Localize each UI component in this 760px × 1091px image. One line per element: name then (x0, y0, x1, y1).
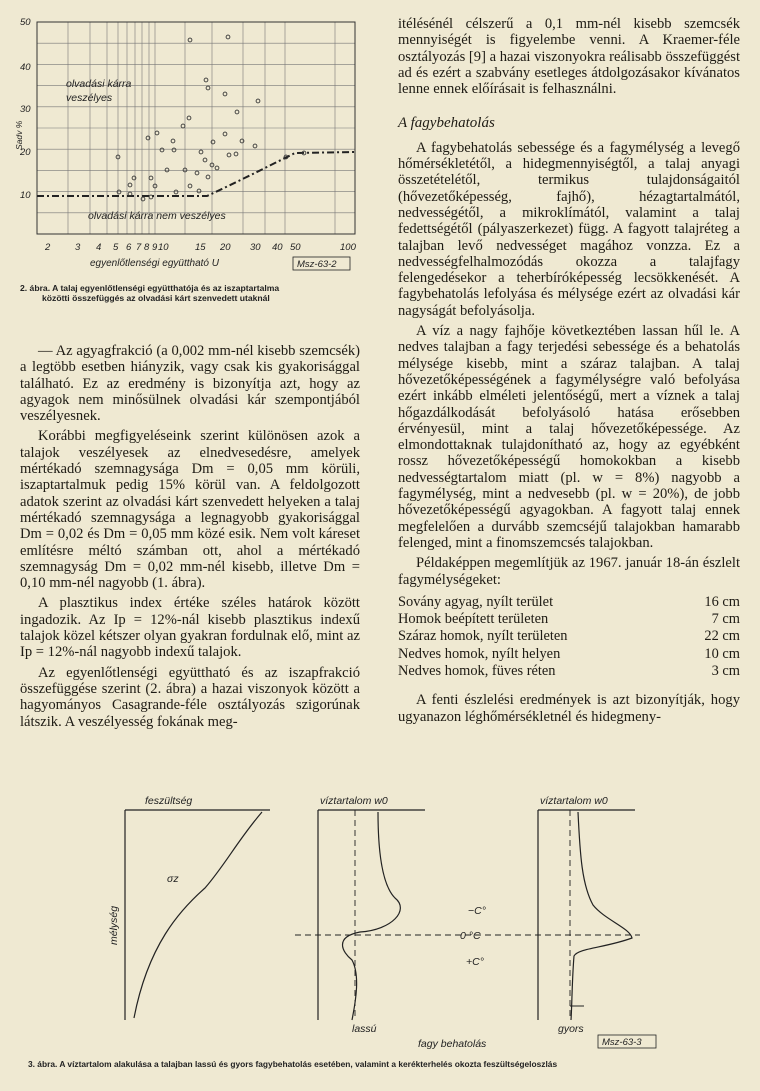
fig1-y-tick: 50 (20, 17, 31, 28)
table-cell-label: Homok beépített területen (398, 611, 549, 628)
fig1-point (226, 35, 230, 39)
fig1-point (117, 190, 121, 194)
fig1-point (171, 139, 175, 143)
fig1-point (197, 189, 201, 193)
paragraph: A plasztikus index értéke széles határok között ingadozik. Az Ip = 12%-nál kisebb plasztikus indexű talajok közel kétszer olyan gyakran fordulnak elő, mint az Ip = 12%-nál nagyobb indexű talajok. (20, 595, 360, 661)
table-row (398, 663, 740, 680)
fig1-point (206, 175, 210, 179)
paragraph: Példaképpen megemlítjük az 1967. január 18-án észlelt fagymélységeket: (398, 555, 740, 588)
fig1-y-tick: 20 (20, 147, 31, 158)
fig3-y-label: mélység (108, 905, 120, 945)
table-cell-value: 7 cm (711, 611, 740, 628)
fig1-region-top: veszélyes (66, 92, 113, 104)
fig1-point (256, 99, 260, 103)
fig3-panel1-title: feszültség (145, 795, 193, 807)
fig1-point (195, 171, 199, 175)
fig1-point (204, 78, 208, 82)
fig1-x-tick: 50 (290, 242, 301, 253)
table-row (398, 594, 740, 611)
fig1-x-tick: 6 (126, 242, 132, 253)
fig1-x-tick: 5 (113, 242, 119, 253)
fig1-point (165, 168, 169, 172)
paragraph: A fagybehatolás sebessége és a fagymélység a levegő hőmérsékletétől, a hidegmennyiségtől, a talaj anyagi összetételétől, termikus tulajdonságaitól (hővezetőképesség, fajhő), hézagtartalmától, nedvességétől, a mikroklímától, valamint a talaj fedettségétől (pályaszerkezet) függ. A fagyott talajréteg a talajban levő nedvességet magához vonzza. Ez a nedvességfelhalmozódás okozza a talajfagy felengedésekor a teherbíróképesség lecsökkenését. A fagybehatolás lefolyása és mélysége ezért az olvadási kár nagyságát befolyásolja. (398, 139, 740, 319)
fig1-point (181, 124, 185, 128)
fig1-point (235, 110, 239, 114)
fig3-panel3-title: víztartalom w0 (540, 795, 608, 807)
fig3-bottom-label: fagy behatolás (418, 1038, 487, 1050)
table-cell-label: Nedves homok, nyílt helyen (398, 645, 561, 662)
fig1-x-tick: 3 (75, 242, 81, 253)
fig1-x-tick: 30 (250, 242, 261, 253)
fig1-y-tick: 30 (20, 104, 31, 115)
table-cell-value: 10 cm (704, 645, 740, 662)
fig3-gyors: gyors (558, 1023, 584, 1035)
table-cell-value: 3 cm (711, 662, 740, 679)
table-cell-label: Sovány agyag, nyílt terület (398, 593, 554, 610)
frost-depth-table (398, 594, 740, 680)
table-cell-value: 16 cm (704, 593, 740, 610)
paragraph: itélésénél célszerű a 0,1 mm-nél kisebb szemcsék mennyiségét is figyelembe venni. A Kraemer-féle osztályozás [9] a hazai viszonyokra reálisabb összefüggést ad és ezért a szabvány esetleges átdolgozásakor kívánatos lenne ennek előírásait is felhasználni. (398, 16, 741, 98)
fig1-point (172, 148, 176, 152)
fig1-point (206, 86, 210, 90)
fig3-tag: Msz-63-3 (602, 1037, 642, 1048)
fig3-panel2-title: víztartalom w0 (320, 795, 388, 807)
paragraph: Az egyenlőtlenségi együttható és az iszapfrakció összefüggése szerint (2. ábra) a hazai viszonyok között a hagyományos Casagrande-féle osztályozás szigorúnak látszik. A veszélyesség fokának meg- (20, 664, 360, 730)
fig1-x-tick: 8 (144, 242, 150, 253)
fig1-x-tick: 7 (136, 242, 142, 253)
fig1-x-tick: 4 (96, 242, 102, 253)
fig1-point (188, 184, 192, 188)
fig1-point (240, 139, 244, 143)
table-row (398, 646, 740, 663)
fig1-x-tick: 2 (45, 242, 51, 253)
fig1-x-tick: 15 (195, 242, 206, 253)
fig1-point (199, 150, 203, 154)
fig3-lassu: lassú (352, 1023, 377, 1035)
fig1-point (146, 136, 150, 140)
fig1-point (141, 197, 145, 201)
fig1-point (215, 166, 219, 170)
fig3-caption: 3. ábra. A víztartalom alakulása a talajban lassú és gyors fagybehatolás esetében, valamint a kerékterhelés okozta feszültségeloszlás (28, 1059, 558, 1069)
fig1-region-top: olvadási kárra (66, 78, 132, 90)
fig2-caption-line: közötti összefüggés az olvadási kárt szenvedett utaknál (42, 293, 270, 303)
fig1-y-tick: 10 (20, 190, 31, 201)
left-column (20, 343, 360, 734)
fig1-x-tick: 20 (220, 242, 231, 253)
fig1-point (223, 92, 227, 96)
fig1-point (203, 158, 207, 162)
fig1-point (174, 190, 178, 194)
fig1-x-tick: 9 (152, 242, 158, 253)
fig1-point (227, 153, 231, 157)
fig3-plus-c: +C° (466, 956, 484, 968)
paragraph: A fenti észlelési eredmények is azt bizonyítják, hogy ugyanazon léghőmérsékletnél és hidegmeny- (398, 692, 740, 725)
fig2-caption-line: 2. ábra. A talaj egyenlőtlenségi együtthatója és az iszaptartalma (20, 283, 280, 293)
fig2-caption (20, 283, 360, 303)
fig1-point (253, 144, 257, 148)
fig1-y-tick: 40 (20, 62, 31, 73)
right-column (398, 16, 740, 729)
fig1-x-tick: 10 (158, 242, 169, 253)
table-cell-value: 22 cm (704, 628, 740, 645)
fig1-point (223, 132, 227, 136)
fig3-curve-label: σz (167, 873, 179, 885)
fig1-point (234, 152, 238, 156)
fig1-point (132, 176, 136, 180)
fig1-tag: Msz-63-2 (297, 259, 337, 270)
fig1-point (211, 140, 215, 144)
paragraph: A víz a nagy fajhője következtében lassan hűl le. A nedves talajban a fagy terjedési sebessége és a behatolás mélysége kisebb, mint a száraz talajban. A talaj hővezetőképességének a fagymélységre való befolyása ezért inkább elméleti jelentőségű, mert a víznek a talaj hőgazdálkodását befolyásoló hatása erősebben érvényesül, mint a talaj hővezetőképessége. Az elmondottaknak tulajdonítható az, hogy az egyébként rossz hővezetőképességű homokokban a kisebb nedvességtartalom miatt (pl. w = 8%) nagyobb a fagymélység, mint a nedvesebb (pl. w = 20%), de jobb hővezetőképességű agyagokban. A fagyott talaj ennek megfelelően a durvább szemcséjű talajokban hamarabb felenged, mint a finomszemcsés talajokban. (398, 323, 740, 551)
table-cell-label: Nedves homok, füves réten (398, 662, 556, 679)
paragraph: Korábbi megfigyeléseink szerint különösen azok a talajok veszélyesek az elnedvesedésre, amelyek mértékadó szemnagysága Dm = 0,05 mm körüli, iszaptartalmuk pedig 15% körül van. A feldolgozott adatok szerint az olvadási kárt szenvedett helyeken a talaj mértékadó szemnagysága a legnagyobb gyakorisággal Dm = 0,02 és Dm = 0,05 mm közé esik. Nem volt káreset említésre méltó számban ott, ahol a mértékadó szemnagyság Dm = 0,02 mm-nél kisebb, illetve Dm = 0,10 mm-nél nagyobb (1. ábra). (20, 428, 360, 592)
section-heading: A fagybehatolás (398, 115, 495, 132)
fig1-point (160, 148, 164, 152)
fig3-zero-c: 0 °C (460, 930, 481, 942)
table-row (398, 628, 740, 645)
figure-2-scatter (0, 0, 380, 285)
fig1-x-tick: 40 (272, 242, 283, 253)
fig1-point (188, 38, 192, 42)
fig1-y-label: Sadv % (14, 120, 24, 150)
fig1-region-bottom: olvadási kárra nem veszélyes (88, 210, 226, 222)
fig1-point (128, 183, 132, 187)
fig1-x-label: egyenlőtlenségi együttható U (90, 258, 219, 269)
figure-3-diagram (0, 780, 760, 1060)
fig1-point (187, 116, 191, 120)
table-row (398, 611, 740, 628)
paragraph: — Az agyagfrakció (a 0,002 mm-nél kisebb szemcsék) a legtöbb esetben hiányzik, vagy csak kis gyakorisággal található. Ez az eredmény is bizonyítja azt, hogy az agyagok nem minősülnek olvadási kár szempontjából veszélyesnek. (20, 343, 360, 425)
fig1-x-tick: 100 (340, 242, 356, 253)
fig3-minus-c: −C° (468, 905, 486, 917)
fig1-point (155, 131, 159, 135)
fig1-point (149, 176, 153, 180)
table-cell-label: Száraz homok, nyílt területen (398, 628, 568, 645)
